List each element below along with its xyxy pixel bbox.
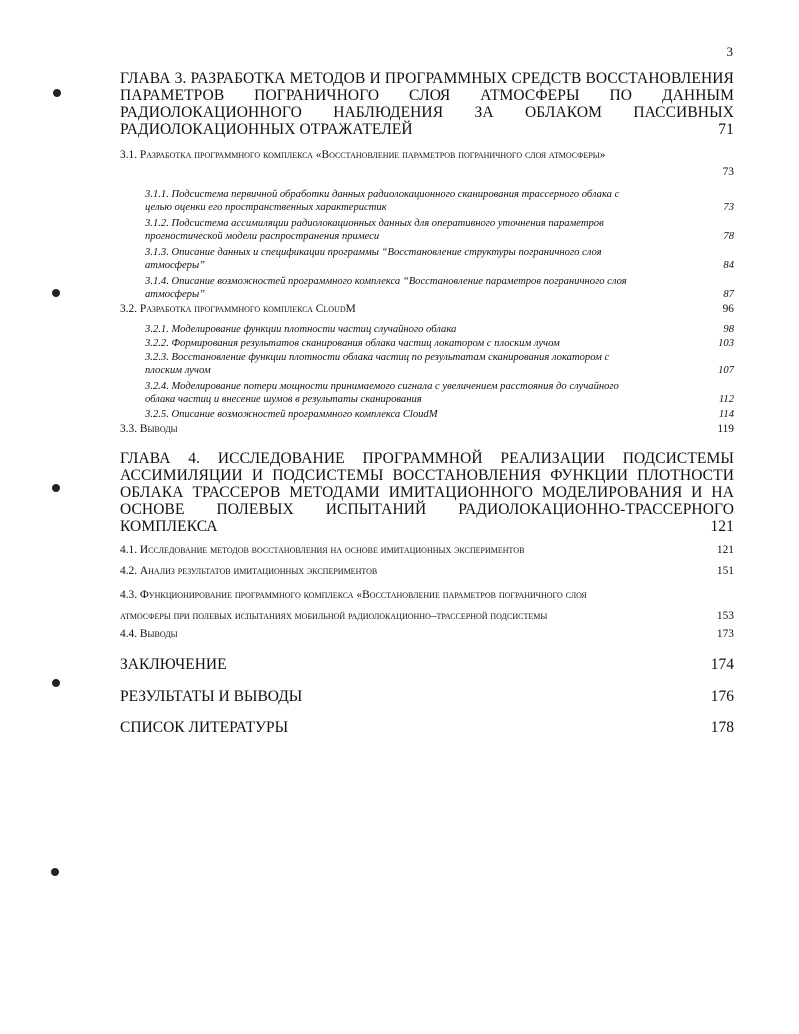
subsection-3-1-2-line-1: 3.1.2. Подсистема ассимиляции радиолокационных данных для оперативного уточнения параметров xyxy=(145,218,604,229)
section-3-3-page: 119 xyxy=(717,423,734,435)
section-4-3-page: 153 xyxy=(716,610,734,622)
section-4-2-title: 4.2. Анализ результатов имитационных экспериментов xyxy=(120,565,378,577)
subsection-3-2-3-line-2: плоским лучом xyxy=(145,365,211,376)
subsection-3-2-5-page: 114 xyxy=(718,409,734,420)
section-4-4-page: 173 xyxy=(716,628,734,640)
subsection-3-2-2-line-1: 3.2.2. Формирования результатов сканирования облака частиц локатором с плоским лучом xyxy=(145,338,560,349)
conclusion-title: ЗАКЛЮЧЕНИЕ xyxy=(120,656,227,673)
section-3-2-page: 96 xyxy=(722,303,734,315)
chapter-3-line-3: РАДИОЛОКАЦИОННОГО НАБЛЮДЕНИЯ ЗА ОБЛАКОМ ПАССИВНЫХ xyxy=(120,104,734,121)
chapter-3-page: 71 xyxy=(718,121,734,138)
chapter-3-line-1: ГЛАВА 3. РАЗРАБОТКА МЕТОДОВ И ПРОГРАММНЫХ СРЕДСТВ ВОССТАНОВЛЕНИЯ xyxy=(120,70,734,87)
section-3-1-title: 3.1. Разработка программного комплекса «Восстановление параметров пограничного слоя атмосферы» xyxy=(120,149,606,161)
references-title: СПИСОК ЛИТЕРАТУРЫ xyxy=(120,719,289,736)
chapter-4-line-3: ОБЛАКА ТРАССЕРОВ МЕТОДАМИ ИМИТАЦИОННОГО МОДЕЛИРОВАНИЯ И НА xyxy=(120,484,734,501)
section-3-1-page: 73 xyxy=(722,166,734,178)
chapter-4-line-5 xyxy=(120,518,734,535)
subsection-3-1-4-line-2: атмосферы” xyxy=(145,289,206,300)
toc-subsection-3-2-5[interactable] xyxy=(145,408,734,421)
toc-subsection-3-2-3[interactable] xyxy=(145,351,734,377)
subsection-3-2-1-line-1: 3.2.1. Моделирование функции плотности частиц случайного облака xyxy=(145,324,457,335)
chapter-4-page: 121 xyxy=(710,518,734,535)
subsection-3-1-4-page: 87 xyxy=(723,289,734,300)
subsection-3-1-1-page: 73 xyxy=(723,202,734,213)
toc-subsection-3-1-3[interactable] xyxy=(145,246,734,272)
toc-subsection-3-1-2[interactable] xyxy=(145,217,734,243)
toc-section-3-3[interactable] xyxy=(120,422,734,436)
section-4-1-page: 121 xyxy=(716,544,734,556)
toc-subsection-3-2-2[interactable] xyxy=(145,337,734,350)
references-page: 178 xyxy=(710,719,734,736)
section-4-4-title: 4.4. Выводы xyxy=(120,628,178,640)
toc-section-4-2[interactable] xyxy=(120,564,734,578)
page-number: 3 xyxy=(726,44,733,59)
subsection-3-1-1-line-2: целью оценки его пространственных характеристик xyxy=(145,202,387,213)
chapter-3-line-4 xyxy=(120,121,734,138)
chapter-4-line-1: ГЛАВА 4. ИССЛЕДОВАНИЕ ПРОГРАММНОЙ РЕАЛИЗАЦИИ ПОДСИСТЕМЫ xyxy=(120,450,734,467)
subsection-3-2-4-page: 112 xyxy=(718,394,734,405)
toc-conclusion[interactable] xyxy=(120,656,734,674)
subsection-3-1-2-line-2: прогностической модели распространения примеси xyxy=(145,231,380,242)
toc-section-4-4[interactable] xyxy=(120,627,734,641)
chapter-3-last-line: РАДИОЛОКАЦИОННЫХ ОТРАЖАТЕЛЕЙ xyxy=(120,121,413,138)
subsection-3-2-5-line-1: 3.2.5. Описание возможностей программного комплекса CloudM xyxy=(145,409,438,420)
toc-section-3-1[interactable] xyxy=(120,148,734,162)
subsection-3-1-3-page: 84 xyxy=(723,260,734,271)
section-4-2-page: 151 xyxy=(716,565,734,577)
toc-chapter-3[interactable] xyxy=(120,70,734,138)
section-4-1-title: 4.1. Исследование методов восстановления на основе имитационных экспериментов xyxy=(120,544,525,556)
section-4-3-line-2: атмосферы при полевых испытаниях мобильной радиолокационно–трассерной подсистемы xyxy=(120,610,548,622)
toc-subsection-3-1-1[interactable] xyxy=(145,188,734,214)
subsection-3-1-3-line-2: атмосферы” xyxy=(145,260,206,271)
toc-subsection-3-2-4[interactable] xyxy=(145,380,734,406)
chapter-3-line-2: ПАРАМЕТРОВ ПОГРАНИЧНОГО СЛОЯ АТМОСФЕРЫ ПО ДАННЫМ xyxy=(120,87,734,104)
toc-section-3-2[interactable] xyxy=(120,302,734,316)
toc-section-4-3[interactable] xyxy=(120,585,734,627)
section-3-3-title: 3.3. Выводы xyxy=(120,423,178,435)
toc-references[interactable] xyxy=(120,719,734,737)
chapter-4-last-line: КОМПЛЕКСА xyxy=(120,518,218,535)
scan-speck xyxy=(52,679,60,687)
scan-speck xyxy=(52,289,60,297)
conclusion-page: 174 xyxy=(710,656,734,673)
toc-subsection-3-1-4[interactable] xyxy=(145,275,734,301)
subsection-3-2-3-line-1: 3.2.3. Восстановление функции плотности облака частиц по результатам сканирования локатором с xyxy=(145,352,610,363)
subsection-3-2-4-line-1: 3.2.4. Моделирование потери мощности принимаемого сигнала с увеличением расстояния до случайного xyxy=(145,381,619,392)
results-title: РЕЗУЛЬТАТЫ И ВЫВОДЫ xyxy=(120,688,303,705)
scan-speck xyxy=(53,89,61,97)
results-page: 176 xyxy=(710,688,734,705)
subsection-3-1-2-page: 78 xyxy=(723,231,734,242)
section-4-3-line-1: 4.3. Функционирование программного комплекса «Восстановление параметров пограничного слоя xyxy=(120,589,587,601)
chapter-4-line-4: ОСНОВЕ ПОЛЕВЫХ ИСПЫТАНИЙ РАДИОЛОКАЦИОННО-ТРАССЕРНОГО xyxy=(120,501,734,518)
scan-speck xyxy=(51,868,59,876)
subsection-3-1-1-line-1: 3.1.1. Подсистема первичной обработки данных радиолокационного сканирования трассерного облака с xyxy=(145,189,620,200)
chapter-4-line-2: АССИМИЛЯЦИИ И ПОДСИСТЕМЫ ВОССТАНОВЛЕНИЯ ФУНКЦИИ ПЛОТНОСТИ xyxy=(120,467,734,484)
subsection-3-1-4-line-1: 3.1.4. Описание возможностей программного комплекса “Восстановление параметров пограничного слоя xyxy=(145,276,627,287)
subsection-3-2-1-page: 98 xyxy=(723,324,734,335)
section-3-2-title: 3.2. Разработка программного комплекса CloudM xyxy=(120,303,356,315)
subsection-3-2-4-line-2: облака частиц и внесение шумов в результаты сканирования xyxy=(145,394,422,405)
toc-section-3-1-page-row xyxy=(120,165,734,179)
toc-chapter-4[interactable] xyxy=(120,450,734,535)
toc-section-4-1[interactable] xyxy=(120,543,734,557)
subsection-3-2-3-page: 107 xyxy=(718,365,734,376)
toc-subsection-3-2-1[interactable] xyxy=(145,323,734,336)
toc-results[interactable] xyxy=(120,688,734,706)
subsection-3-1-3-line-1: 3.1.3. Описание данных и спецификации программы “Восстановление структуры пограничного слоя xyxy=(145,247,602,258)
subsection-3-2-2-page: 103 xyxy=(718,338,734,349)
scan-speck xyxy=(52,484,60,492)
